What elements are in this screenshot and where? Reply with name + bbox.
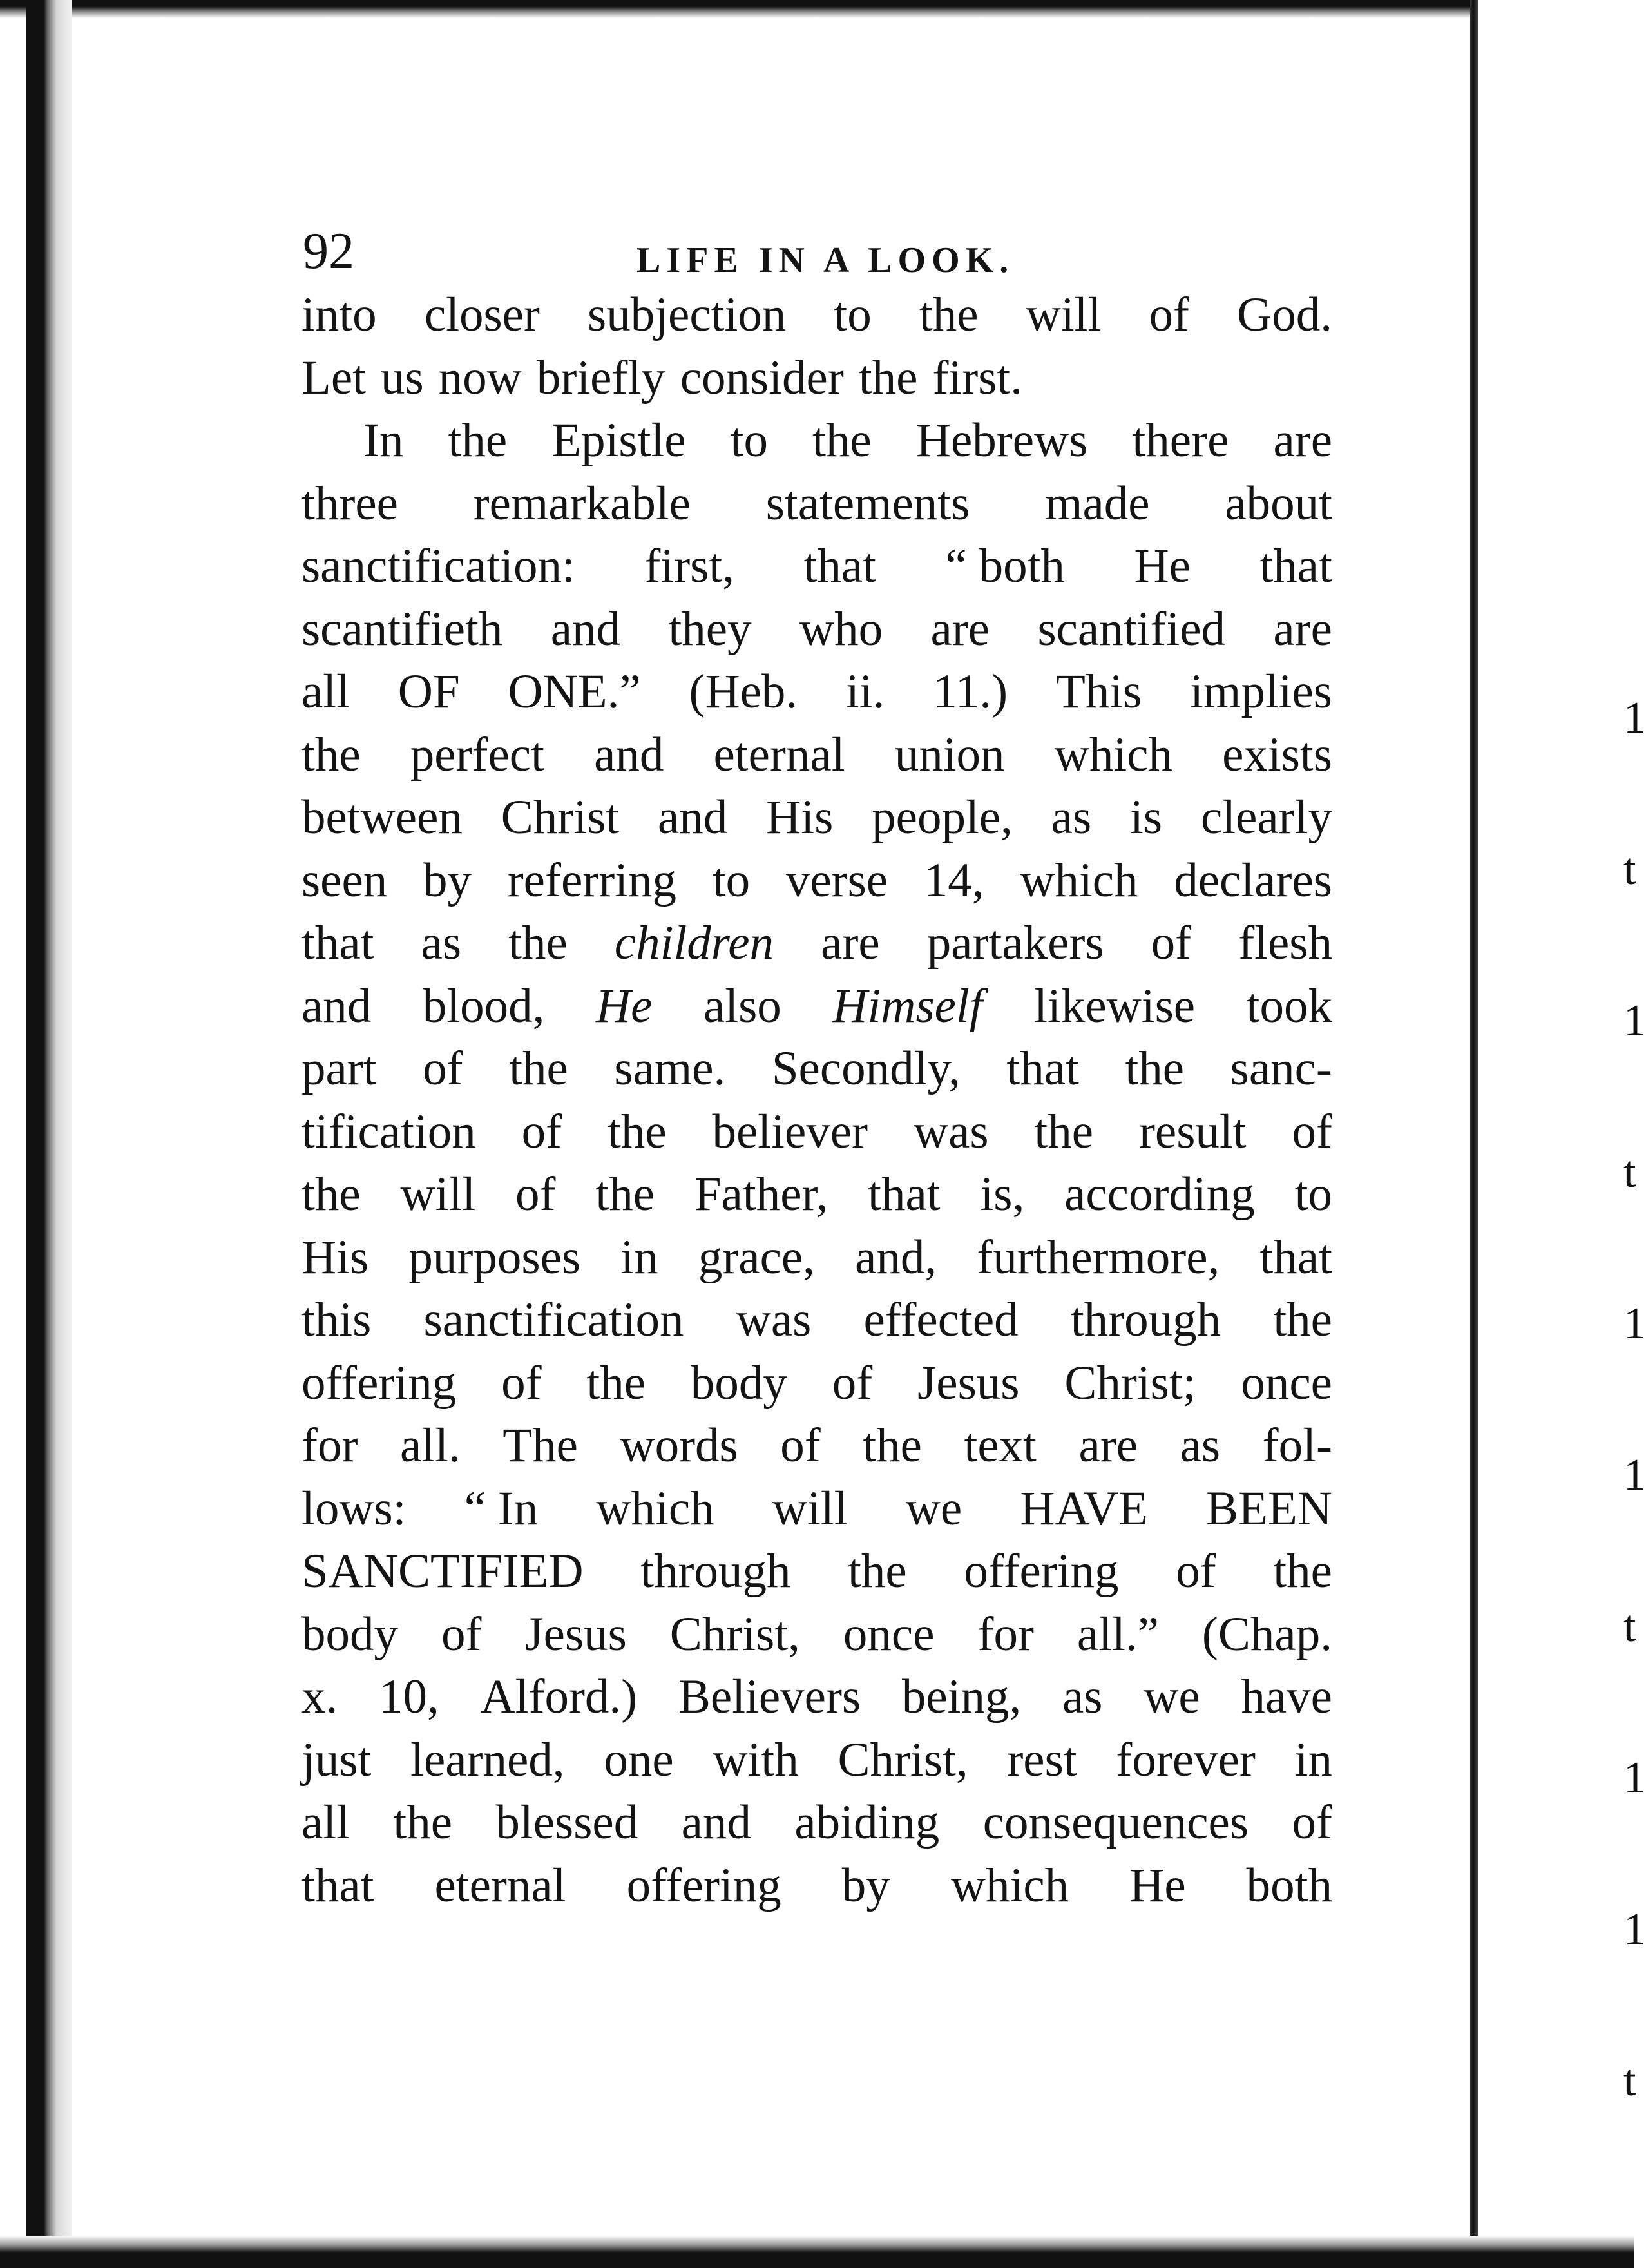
word: and <box>550 602 621 656</box>
word: of <box>1292 1796 1332 1849</box>
word: closer <box>424 288 540 341</box>
word: the <box>919 288 979 341</box>
word: will <box>400 1168 476 1221</box>
word: they <box>668 602 752 656</box>
word: verse <box>785 853 888 907</box>
word: will <box>772 1481 848 1535</box>
text-line <box>301 1352 1332 1415</box>
word: HAVE <box>1020 1481 1148 1535</box>
word: The <box>502 1419 578 1472</box>
word: are <box>821 916 880 970</box>
word: Believers <box>678 1670 861 1724</box>
word: blessed <box>495 1796 638 1849</box>
word: in <box>620 1230 658 1284</box>
word: 14, <box>923 853 984 907</box>
adjacent-page-edge <box>1478 0 1646 2268</box>
word: part <box>301 1042 377 1095</box>
word: God. <box>1237 288 1332 341</box>
word: grace, <box>698 1230 815 1284</box>
word: all <box>301 1796 350 1849</box>
word: partakers <box>926 916 1104 970</box>
word: that <box>1259 1230 1332 1284</box>
word: declares <box>1174 853 1332 907</box>
text-line <box>301 1854 1332 1917</box>
word: for <box>977 1607 1034 1661</box>
word: between <box>301 791 463 844</box>
word: seen <box>301 853 388 907</box>
text-line <box>301 1037 1332 1100</box>
word: are <box>1078 1419 1138 1472</box>
word: lows: <box>301 1481 407 1535</box>
word: is <box>1130 791 1163 844</box>
word: of <box>515 1168 556 1221</box>
word: is, <box>980 1168 1025 1221</box>
word: with <box>713 1733 799 1787</box>
word: which <box>1020 853 1138 907</box>
word: first, <box>644 539 734 593</box>
word: remarkable <box>473 476 691 530</box>
word: Alford.) <box>480 1670 638 1724</box>
text-line <box>301 660 1332 724</box>
word: that <box>1006 1042 1079 1095</box>
word: of <box>1176 1544 1216 1598</box>
word: offering <box>964 1544 1119 1598</box>
word: that <box>1259 539 1332 593</box>
text-line <box>301 1603 1332 1666</box>
word: the <box>858 351 918 405</box>
word: all <box>301 665 350 718</box>
running-head <box>301 213 1332 284</box>
word: result <box>1138 1104 1247 1158</box>
word: of <box>441 1607 482 1661</box>
word: eternal <box>434 1858 566 1912</box>
text-line <box>301 1729 1332 1792</box>
word: that <box>301 1858 374 1912</box>
text-line <box>301 849 1332 912</box>
word: the <box>301 1168 361 1221</box>
word: (Chap. <box>1201 1607 1332 1661</box>
word: His <box>301 1230 369 1284</box>
word: likewise <box>1034 979 1196 1033</box>
word: and, <box>855 1230 937 1284</box>
word: Christ; <box>1064 1356 1196 1410</box>
word: the <box>1273 1293 1332 1347</box>
word: now <box>438 351 522 405</box>
word: scantifieth <box>301 602 503 656</box>
word: furthermore, <box>977 1230 1220 1284</box>
word: text <box>964 1419 1037 1472</box>
word: consider <box>680 351 844 405</box>
word: the <box>508 916 568 970</box>
word: (Heb. <box>689 665 798 718</box>
text-line <box>301 1477 1332 1541</box>
word: of <box>501 1356 542 1410</box>
italic-word: Himself <box>832 979 983 1033</box>
word: one <box>604 1733 674 1787</box>
word: OF <box>397 665 460 718</box>
word: as <box>1180 1419 1221 1472</box>
word: also <box>703 979 781 1033</box>
word: will <box>1026 288 1102 341</box>
word: that <box>301 916 374 970</box>
word: body <box>301 1607 398 1661</box>
word: purposes <box>408 1230 581 1284</box>
word: clearly <box>1200 791 1332 844</box>
word: Hebrews <box>915 414 1088 467</box>
word: are <box>1273 602 1332 656</box>
word: there <box>1132 414 1229 467</box>
text-line <box>301 724 1332 787</box>
text-line <box>301 975 1332 1038</box>
adjacent-page-glyph: t <box>1623 845 1636 894</box>
text-line <box>301 347 1332 410</box>
word: offering <box>301 1356 457 1410</box>
word: Christ <box>501 791 620 844</box>
text-line <box>301 1289 1332 1352</box>
word: for <box>301 1419 358 1472</box>
word: abiding <box>794 1796 940 1849</box>
word: to <box>834 288 872 341</box>
word: and <box>594 727 664 782</box>
word: same. <box>614 1042 726 1095</box>
word: have <box>1241 1670 1332 1724</box>
word: perfect <box>410 727 544 782</box>
text-line <box>301 1791 1332 1854</box>
text-line <box>301 1100 1332 1164</box>
word: the <box>812 414 872 467</box>
word: through <box>640 1544 791 1598</box>
word: the <box>848 1544 907 1598</box>
word: learned, <box>410 1733 565 1787</box>
word: who <box>799 602 883 656</box>
word: offering <box>626 1858 781 1912</box>
word: In <box>363 414 404 467</box>
word: Epistle <box>551 414 686 467</box>
page-gutter-shadow <box>26 0 72 2268</box>
word: He <box>1129 1858 1186 1912</box>
word: all. <box>400 1419 461 1472</box>
word: in <box>1294 1733 1332 1787</box>
word: as <box>1062 1670 1103 1724</box>
word: SANCTIFIED <box>301 1544 584 1598</box>
word: scantified <box>1037 602 1225 656</box>
word: ii. <box>845 665 885 718</box>
text-line <box>301 598 1332 661</box>
adjacent-page-glyph: 1 <box>1623 1299 1646 1349</box>
word: people, <box>872 791 1013 844</box>
adjacent-page-glyph: 1 <box>1623 1905 1646 1954</box>
word: statements <box>765 476 970 530</box>
word: through <box>1070 1293 1221 1347</box>
word: we <box>905 1481 962 1535</box>
word: referring <box>507 853 677 907</box>
word: as <box>421 916 462 970</box>
page-number: 92 <box>303 223 354 280</box>
word: “ both <box>945 539 1065 593</box>
italic-word: He <box>595 979 653 1033</box>
word: the <box>595 1168 655 1221</box>
word: that <box>868 1168 941 1221</box>
word: took <box>1246 979 1332 1033</box>
word: once <box>843 1607 935 1661</box>
word: us <box>380 351 424 405</box>
text-line <box>301 409 1332 472</box>
word: Father, <box>694 1168 828 1221</box>
word: and <box>301 979 372 1033</box>
text-line <box>301 1414 1332 1477</box>
word: all.” <box>1077 1607 1159 1661</box>
word: of <box>521 1104 562 1158</box>
adjacent-page-glyph: 1 <box>1623 693 1646 743</box>
word: first. <box>932 351 1023 405</box>
word: of <box>780 1419 821 1472</box>
word: union <box>894 727 1005 782</box>
word: BEEN <box>1206 1481 1332 1535</box>
word: the <box>1034 1104 1094 1158</box>
scan-bottom-edge <box>0 2236 1634 2268</box>
word: sanc- <box>1230 1042 1332 1095</box>
word: 10, <box>378 1670 439 1724</box>
word: x. <box>301 1670 338 1724</box>
word: of <box>1149 288 1189 341</box>
italic-word: children <box>614 916 774 970</box>
word: the <box>509 1042 568 1095</box>
word: the <box>393 1796 453 1849</box>
word: His <box>766 791 834 844</box>
word: exists <box>1222 727 1332 782</box>
word: believer <box>712 1104 868 1158</box>
word: both <box>1246 1858 1332 1912</box>
word: sanctification <box>423 1293 684 1347</box>
word: according <box>1064 1168 1255 1221</box>
word: fol- <box>1262 1419 1332 1472</box>
word: we <box>1144 1670 1200 1724</box>
word: “ In <box>464 1481 539 1535</box>
word: are <box>930 602 990 656</box>
word: which <box>950 1858 1069 1912</box>
page-fold-divider <box>1470 0 1478 2268</box>
word: flesh <box>1238 916 1332 970</box>
word: was <box>913 1104 989 1158</box>
word: that <box>803 539 876 593</box>
adjacent-page-glyph: 1 <box>1623 1753 1646 1803</box>
word: Secondly, <box>771 1042 961 1095</box>
text-line <box>301 472 1332 535</box>
word: of <box>1151 916 1192 970</box>
word: consequences <box>982 1796 1249 1849</box>
word: to <box>730 414 769 467</box>
word: body <box>690 1356 787 1410</box>
adjacent-page-glyph: t <box>1623 2056 1636 2106</box>
word: are <box>1273 414 1332 467</box>
word: to <box>1294 1168 1332 1221</box>
word: Christ, <box>669 1607 800 1661</box>
word: of <box>423 1042 463 1095</box>
text-line <box>301 1666 1332 1729</box>
word: Let <box>301 351 366 405</box>
word: sanctification: <box>301 539 575 593</box>
word: effected <box>863 1293 1019 1347</box>
body-text <box>301 284 1332 1917</box>
text-line <box>301 535 1332 598</box>
adjacent-page-glyph: 1 <box>1623 996 1646 1046</box>
word: words <box>620 1419 738 1472</box>
word: the <box>607 1104 667 1158</box>
word: of <box>1292 1104 1332 1158</box>
word: eternal <box>713 727 845 782</box>
adjacent-page-glyph: 1 <box>1623 1450 1646 1500</box>
word: This <box>1055 665 1142 718</box>
word: ONE.” <box>508 665 641 718</box>
word: briefly <box>536 351 665 405</box>
word: Jesus <box>917 1356 1020 1410</box>
word: of <box>832 1356 873 1410</box>
adjacent-page-glyph: t <box>1623 1148 1636 1197</box>
text-line <box>301 1163 1332 1226</box>
word: which <box>596 1481 714 1535</box>
word: made <box>1045 476 1150 530</box>
word: to <box>712 853 751 907</box>
text-line <box>301 912 1332 975</box>
word: was <box>736 1293 812 1347</box>
book-page <box>301 213 1332 1917</box>
adjacent-page-glyph: t <box>1623 1602 1636 1651</box>
word: subjection <box>588 288 787 341</box>
word: this <box>301 1293 372 1347</box>
word: He <box>1134 539 1191 593</box>
word: and <box>657 791 728 844</box>
word: the <box>448 414 508 467</box>
word: Jesus <box>524 1607 627 1661</box>
word: as <box>1051 791 1092 844</box>
word: once <box>1241 1356 1332 1410</box>
word: three <box>301 476 398 530</box>
text-line <box>301 1226 1332 1289</box>
word: the <box>1125 1042 1185 1095</box>
word: being, <box>901 1670 1022 1724</box>
running-title: LIFE IN A LOOK. <box>636 240 1015 280</box>
word: which <box>1054 727 1172 782</box>
text-line <box>301 284 1332 347</box>
word: into <box>301 288 377 341</box>
word: blood, <box>422 979 545 1033</box>
word: the <box>1273 1544 1332 1598</box>
scan-top-edge <box>0 0 1634 18</box>
word: implies <box>1190 665 1332 718</box>
text-line <box>301 1540 1332 1603</box>
word: tification <box>301 1104 476 1158</box>
word: the <box>586 1356 646 1410</box>
word: by <box>841 1858 890 1912</box>
word: forever <box>1116 1733 1256 1787</box>
word: and <box>681 1796 751 1849</box>
word: Christ, <box>837 1733 968 1787</box>
word: rest <box>1007 1733 1077 1787</box>
word: the <box>863 1419 922 1472</box>
text-line <box>301 786 1332 849</box>
word: just <box>301 1733 372 1787</box>
word: about <box>1225 476 1332 530</box>
word: by <box>423 853 472 907</box>
word: the <box>301 727 361 782</box>
word: 11.) <box>933 665 1008 718</box>
